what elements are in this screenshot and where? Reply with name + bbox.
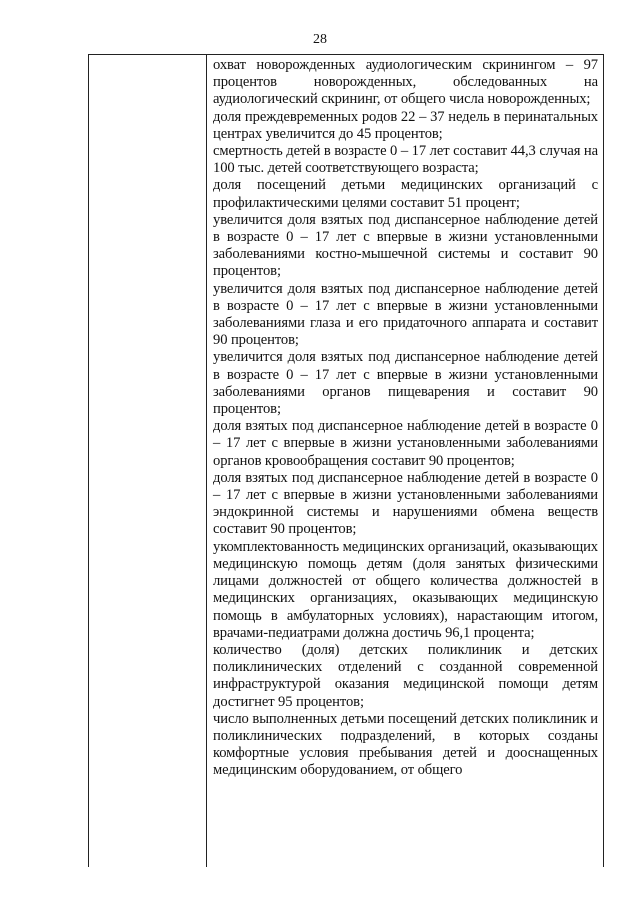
paragraph: увеличится доля взятых под диспансерное наблюдение детей в возрасте 0 – 17 лет с впервые в жизни установленными заболеваниями костно-мышечной системы и составит 90 процентов;: [213, 211, 598, 280]
page-number: 28: [313, 32, 327, 47]
paragraph: укомплектованность медицинских организаций, оказывающих медицинскую помощь детям (доля занятых физическими лицами должностей от общего количества должностей в медицинских организациях, оказывающих медицинскую помощь в амбулаторных условиях), нарастающим итогом, врачами-педиатрами должна достичь 96,1 процента;: [213, 538, 598, 641]
paragraph: доля взятых под диспансерное наблюдение детей в возрасте 0 – 17 лет с впервые в жизни установленными заболеваниями эндокринной системы и нарушениями обмена веществ составит 90 процентов;: [213, 469, 598, 538]
paragraph: доля взятых под диспансерное наблюдение детей в возрасте 0 – 17 лет с впервые в жизни установленными заболеваниями органов кровообращения составит 90 процентов;: [213, 418, 598, 469]
paragraph: охват новорожденных аудиологическим скринингом – 97 процентов новорожденных, обследованных на аудиологический скрининг, от общего числа новорожденных;: [213, 57, 598, 108]
paragraph: доля преждевременных родов 22 – 37 недель в перинатальных центрах увеличится до 45 процентов;: [213, 108, 598, 142]
paragraph: смертность детей в возрасте 0 – 17 лет составит 44,3 случая на 100 тыс. детей соответствующего возраста;: [213, 143, 598, 177]
table-left-column: [89, 55, 207, 867]
paragraph: увеличится доля взятых под диспансерное наблюдение детей в возрасте 0 – 17 лет с впервые в жизни установленными заболеваниями глаза и его придаточного аппарата и составит 90 процентов;: [213, 280, 598, 349]
paragraph: число выполненных детьми посещений детских поликлиник и поликлинических подразделений, в которых созданы комфортные условия пребывания детей и дооснащенных медицинским оборудованием, от общего: [213, 710, 598, 779]
document-table: [88, 54, 604, 867]
table-right-column: [207, 55, 603, 867]
paragraph: доля посещений детьми медицинских организаций с профилактическими целями составит 51 процент;: [213, 177, 598, 211]
paragraph: увеличится доля взятых под диспансерное наблюдение детей в возрасте 0 – 17 лет с впервые в жизни установленными заболеваниями органов пищеварения и составит 90 процентов;: [213, 349, 598, 418]
paragraph: количество (доля) детских поликлиник и детских поликлинических отделений с созданной современной инфраструктурой оказания медицинской помощи детям достигнет 95 процентов;: [213, 641, 598, 710]
